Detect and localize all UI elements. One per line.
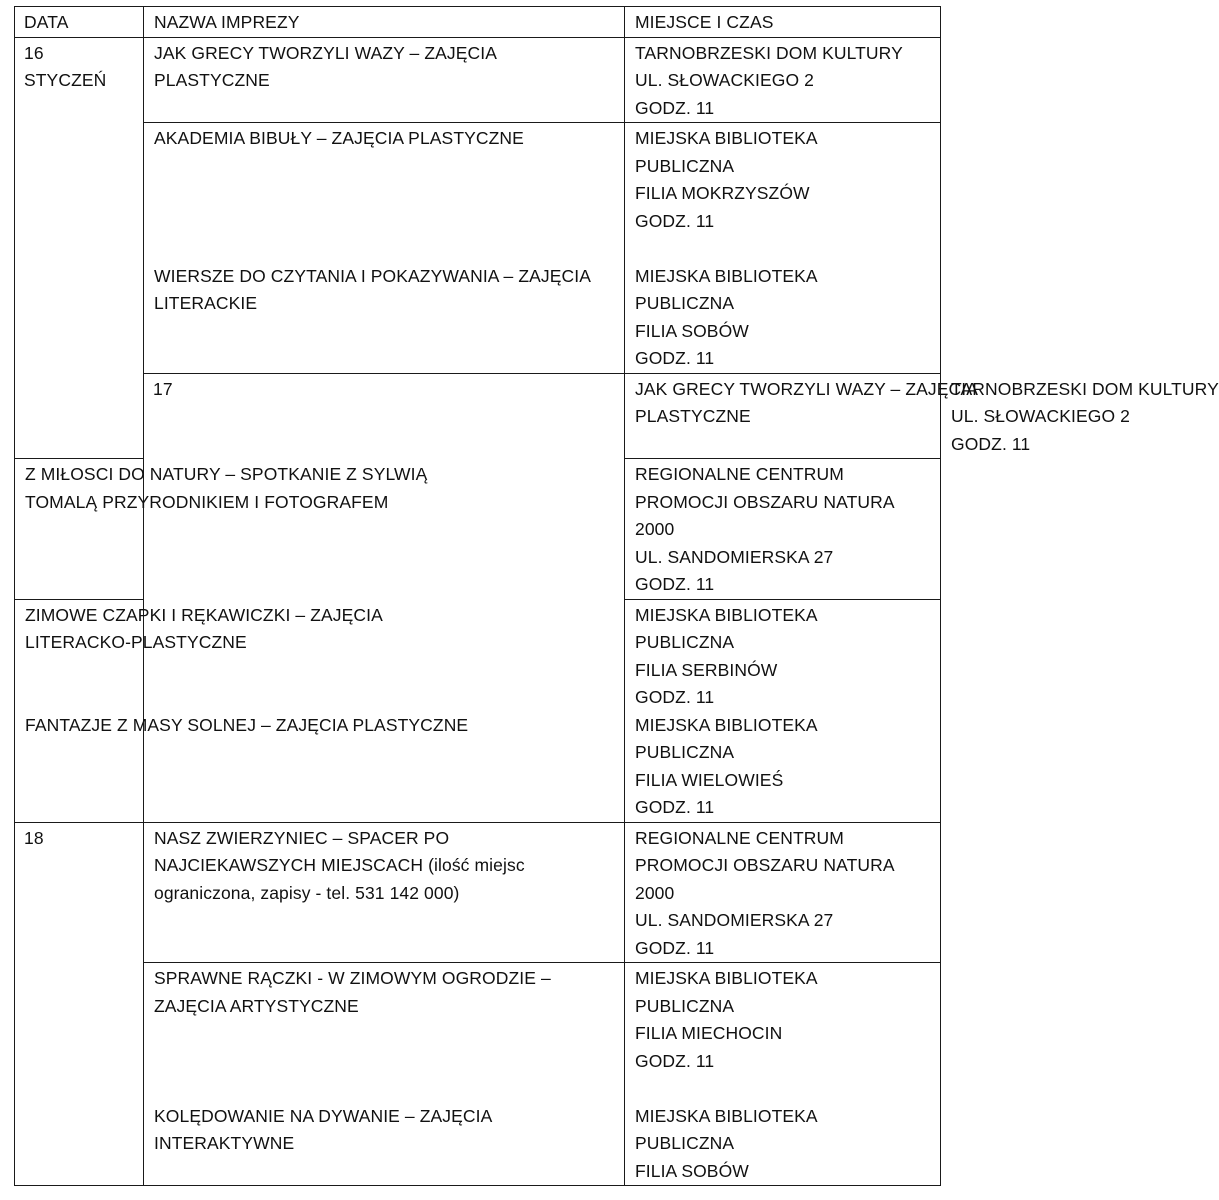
event-place-line: REGIONALNE CENTRUM (635, 827, 844, 848)
event-time-line: GODZ. 11 (635, 574, 715, 594)
event-name-cell (15, 459, 428, 600)
event-time-line: GODZ. 11 (635, 348, 715, 368)
date-month: STYCZEŃ (24, 70, 107, 90)
table-row (15, 822, 941, 963)
event-place-line: MIEJSKA BIBLIOTEKA (635, 714, 818, 735)
event-place-line: MIEJSKA BIBLIOTEKA (635, 128, 818, 148)
event-name-cell (15, 599, 469, 822)
date-day: 18 (24, 827, 44, 848)
event-name-line: TOMALĄ PRZYRODNIKIEM I FOTOGRAFEM (25, 491, 389, 512)
event-name-cell (144, 123, 625, 374)
event-place-line: 2000 (635, 519, 675, 539)
event-place-cell (625, 459, 941, 600)
event-name-line: JAK GRECY TWORZYLI WAZY – ZAJĘCIA (635, 378, 978, 399)
table-row: 17 JAK GRECY TWORZYLI WAZY – ZAJĘCIA PLASTYCZNE TARNOBRZESKI DOM KULTURY UL. SŁOWACKIEGO 2 GODZ. 11 (15, 373, 941, 459)
event-place-line: FILIA MIECHOCIN (635, 1023, 783, 1043)
event-place-line: UL. SŁOWACKIEGO 2 (635, 70, 815, 90)
event-place-line: PROMOCJI OBSZARU NATURA (635, 491, 895, 512)
event-name-line: FANTAZJE Z MASY SOLNEJ – ZAJĘCIA PLASTYCZNE (25, 714, 469, 735)
event-place-line: UL. SANDOMIERSKA 27 (635, 546, 834, 567)
event-name-line: AKADEMIA BIBUŁY – ZAJĘCIA PLASTYCZNE (154, 128, 524, 148)
event-place-line: PUBLICZNA (635, 742, 735, 762)
event-name-line: LITERACKO-PLASTYCZNE (25, 632, 247, 652)
event-name-cell (144, 963, 625, 1186)
event-place-cell (625, 123, 941, 374)
event-name-line: NASZ ZWIERZYNIEC – SPACER PO (154, 827, 450, 848)
event-name-line: ograniczona, zapisy - tel. 531 142 000) (154, 882, 460, 903)
event-place-line: PUBLICZNA (635, 632, 735, 652)
date-day: 16 (24, 42, 44, 63)
event-place-line: MIEJSKA BIBLIOTEKA (635, 968, 818, 988)
date-day: 17 (153, 378, 173, 399)
event-name-line: PLASTYCZNE (154, 70, 270, 90)
event-name-line: PLASTYCZNE (635, 406, 751, 426)
event-place-line: FILIA SOBÓW (635, 1160, 749, 1181)
event-time-line: GODZ. 11 (635, 687, 715, 707)
event-place-line: REGIONALNE CENTRUM (635, 464, 844, 484)
table-row (15, 123, 941, 374)
table-header-row (15, 7, 941, 38)
event-time-line: GODZ. 11 (635, 210, 715, 231)
event-place-line: FILIA SOBÓW (635, 320, 749, 341)
event-place-line: FILIA MOKRZYSZÓW (635, 183, 810, 203)
event-place-line: MIEJSKA BIBLIOTEKA (635, 1105, 818, 1126)
event-place-line: PUBLICZNA (635, 995, 735, 1016)
event-place-line: PROMOCJI OBSZARU NATURA (635, 855, 895, 875)
event-name-cell (144, 822, 625, 963)
event-place-line: PUBLICZNA (635, 1133, 735, 1153)
event-place-line: PUBLICZNA (635, 293, 735, 313)
event-name-line: NAJCIEKAWSZYCH MIEJSCACH (ilość miejsc (154, 855, 525, 875)
header-place-time: MIEJSCE I CZAS (625, 7, 941, 38)
event-name-line: JAK GRECY TWORZYLI WAZY – ZAJĘCIA (154, 42, 497, 63)
date-cell (15, 37, 144, 459)
events-table (14, 6, 1219, 1186)
event-name-line: INTERAKTYWNE (154, 1133, 295, 1153)
event-name-line: WIERSZE DO CZYTANIA I POKAZYWANIA – ZAJĘCIA (154, 265, 592, 286)
event-time-line: GODZ. 11 (635, 797, 715, 817)
header-event-name: NAZWA IMPREZY (144, 7, 625, 38)
event-place-line: FILIA WIELOWIEŚ (635, 769, 784, 790)
event-place-line: FILIA SERBINÓW (635, 659, 778, 680)
table-row (15, 963, 941, 1186)
event-time-line: GODZ. 11 (635, 937, 715, 958)
date-cell (144, 373, 625, 822)
event-name-cell (144, 37, 625, 123)
event-place-line: UL. SANDOMIERSKA 27 (635, 910, 834, 930)
event-place-line: MIEJSKA BIBLIOTEKA (635, 604, 818, 625)
event-place-line: MIEJSKA BIBLIOTEKA (635, 265, 818, 286)
event-place-cell (625, 599, 941, 822)
event-place-line: 2000 (635, 882, 675, 903)
event-place-cell (625, 37, 941, 123)
header-date: DATA (15, 7, 144, 38)
event-place-line: TARNOBRZESKI DOM KULTURY (635, 42, 903, 63)
event-place-cell (625, 822, 941, 963)
event-place-line: PUBLICZNA (635, 155, 735, 176)
event-time-line: GODZ. 11 (635, 1050, 715, 1071)
event-name-line: ZIMOWE CZAPKI I RĘKAWICZKI – ZAJĘCIA (25, 604, 383, 625)
event-name-line: SPRAWNE RĄCZKI - W ZIMOWYM OGRODZIE – (154, 968, 551, 988)
event-name-line: ZAJĘCIA ARTYSTYCZNE (154, 995, 359, 1016)
date-cell (15, 822, 144, 1186)
event-name-cell (625, 373, 978, 459)
event-name-line: Z MIŁOSCI DO NATURY – SPOTKANIE Z SYLWIĄ (25, 464, 428, 484)
event-name-line: LITERACKIE (154, 293, 258, 313)
event-place-cell (625, 963, 941, 1186)
event-time-line: GODZ. 11 (635, 97, 715, 118)
table-row (15, 37, 941, 123)
event-name-line: KOLĘDOWANIE NA DYWANIE – ZAJĘCIA (154, 1105, 493, 1126)
